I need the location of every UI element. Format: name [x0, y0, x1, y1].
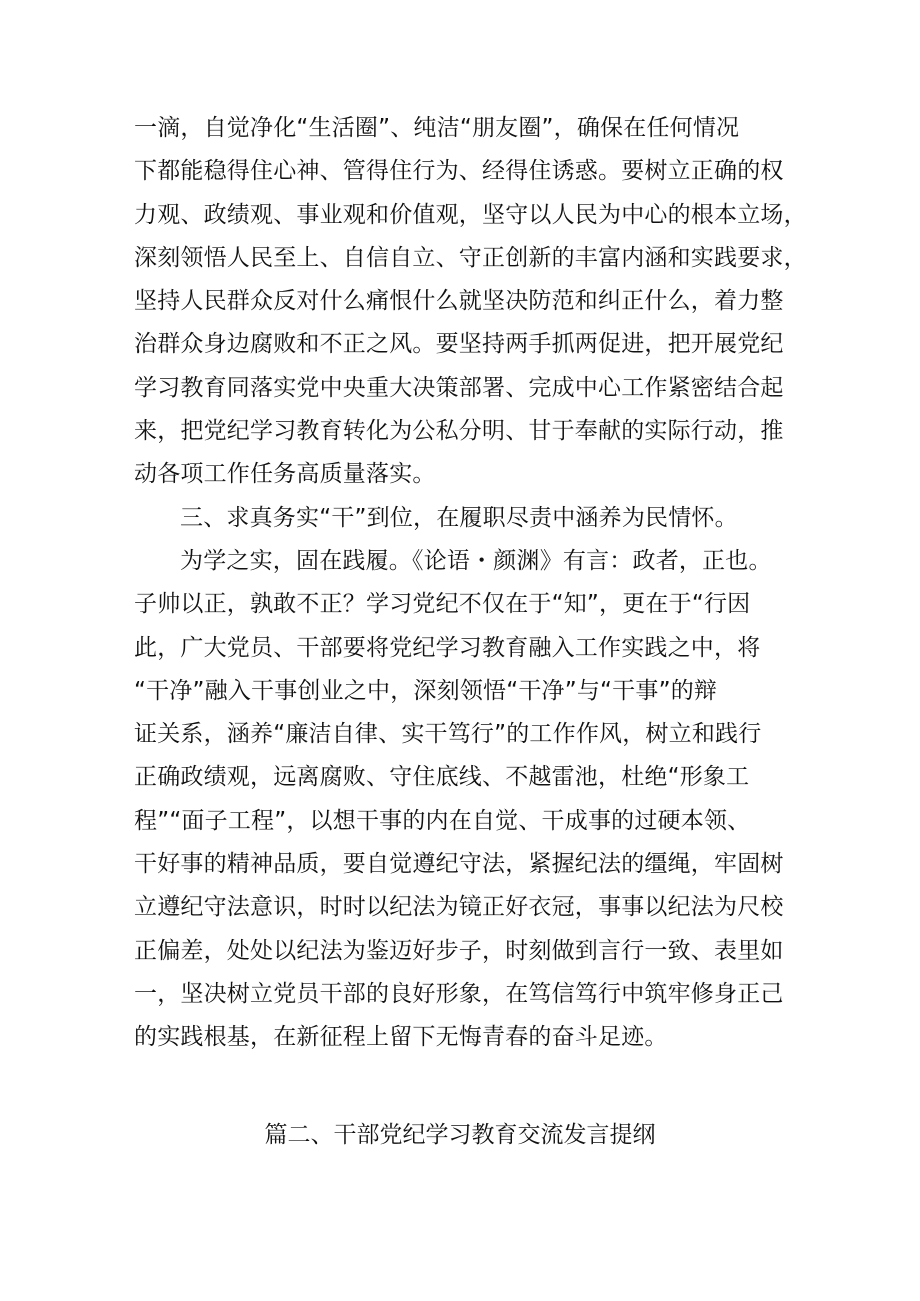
paragraph-line: 正偏差，处处以纪法为鉴迈好步子，时刻做到言行一致、表里如 [134, 937, 784, 964]
paragraph-line: 正确政绩观，远离腐败、守住底线、不越雷池，杜绝“形象工 [134, 764, 750, 791]
paragraph-line: 力观、政绩观、事业观和价值观，坚守以人民为中心的根本立场， [134, 201, 807, 228]
point-heading: 三、求真务实“干”到位，在履职尽责中涵养为民情怀。 [180, 504, 738, 531]
paragraph-line: 立遵纪守法意识，时时以纪法为镜正好衣冠，事事以纪法为尺校 [134, 894, 784, 921]
paragraph-line: 动各项工作任务高质量落实。 [134, 461, 436, 488]
paragraph-line: 证关系，涵养“廉洁自律、实干笃行”的工作作风，树立和践行 [134, 721, 762, 748]
paragraph-line: 来，把党纪学习教育转化为公私分明、甘于奉献的实际行动，推 [134, 418, 784, 445]
paragraph-line: 一，坚决树立党员干部的良好形象，在笃信笃行中筑牢修身正己 [134, 980, 784, 1007]
continued-paragraph [134, 107, 807, 497]
document-body [134, 107, 807, 1060]
paragraph-line: “干净”融入干事创业之中，深刻领悟“干净”与“干事”的辩 [134, 677, 718, 704]
paragraph-line: 为学之实，固在践履。《论语・颜渊》有言：政者，正也。 [180, 547, 772, 574]
section-title: 篇二、干部党纪学习教育交流发言提纲 [264, 1122, 656, 1148]
paragraph-line: 坚持人民群众反对什么痛恨什么就坚决防范和纠正什么，着力整 [134, 288, 784, 315]
paragraph-line: 的实践根基，在新征程上留下无悔青春的奋斗足迹。 [134, 1024, 668, 1051]
paragraph-line: 此，广大党员、干部要将党纪学习教育融入工作实践之中，将 [134, 634, 761, 661]
paragraph-line: 下都能稳得住心神、管得住行为、经得住诱惑。要树立正确的权 [134, 158, 784, 185]
paragraph-line: 深刻领悟人民至上、自信自立、守正创新的丰富内涵和实践要求， [134, 244, 807, 271]
paragraph-line: 治群众身边腐败和不正之风。要坚持两手抓两促进，把开展党纪 [134, 331, 784, 358]
paragraph-line: 干好事的精神品质，要自觉遵纪守法，紧握纪法的缰绳，牢固树 [134, 851, 784, 878]
paragraph-line: 一滴，自觉净化“生活圈”、纯洁“朋友圈”，确保在任何情况 [134, 115, 740, 141]
paragraph-line: 程”“面子工程”，以想干事的内在自觉、干成事的过硬本领、 [134, 807, 751, 834]
point-paragraph [134, 540, 789, 1060]
paragraph-line: 学习教育同落实党中央重大决策部署、完成中心工作紧密结合起 [134, 374, 784, 401]
paragraph-line: 子帅以正，孰敢不正？学习党纪不仅在于“知”，更在于“行因 [134, 591, 751, 618]
